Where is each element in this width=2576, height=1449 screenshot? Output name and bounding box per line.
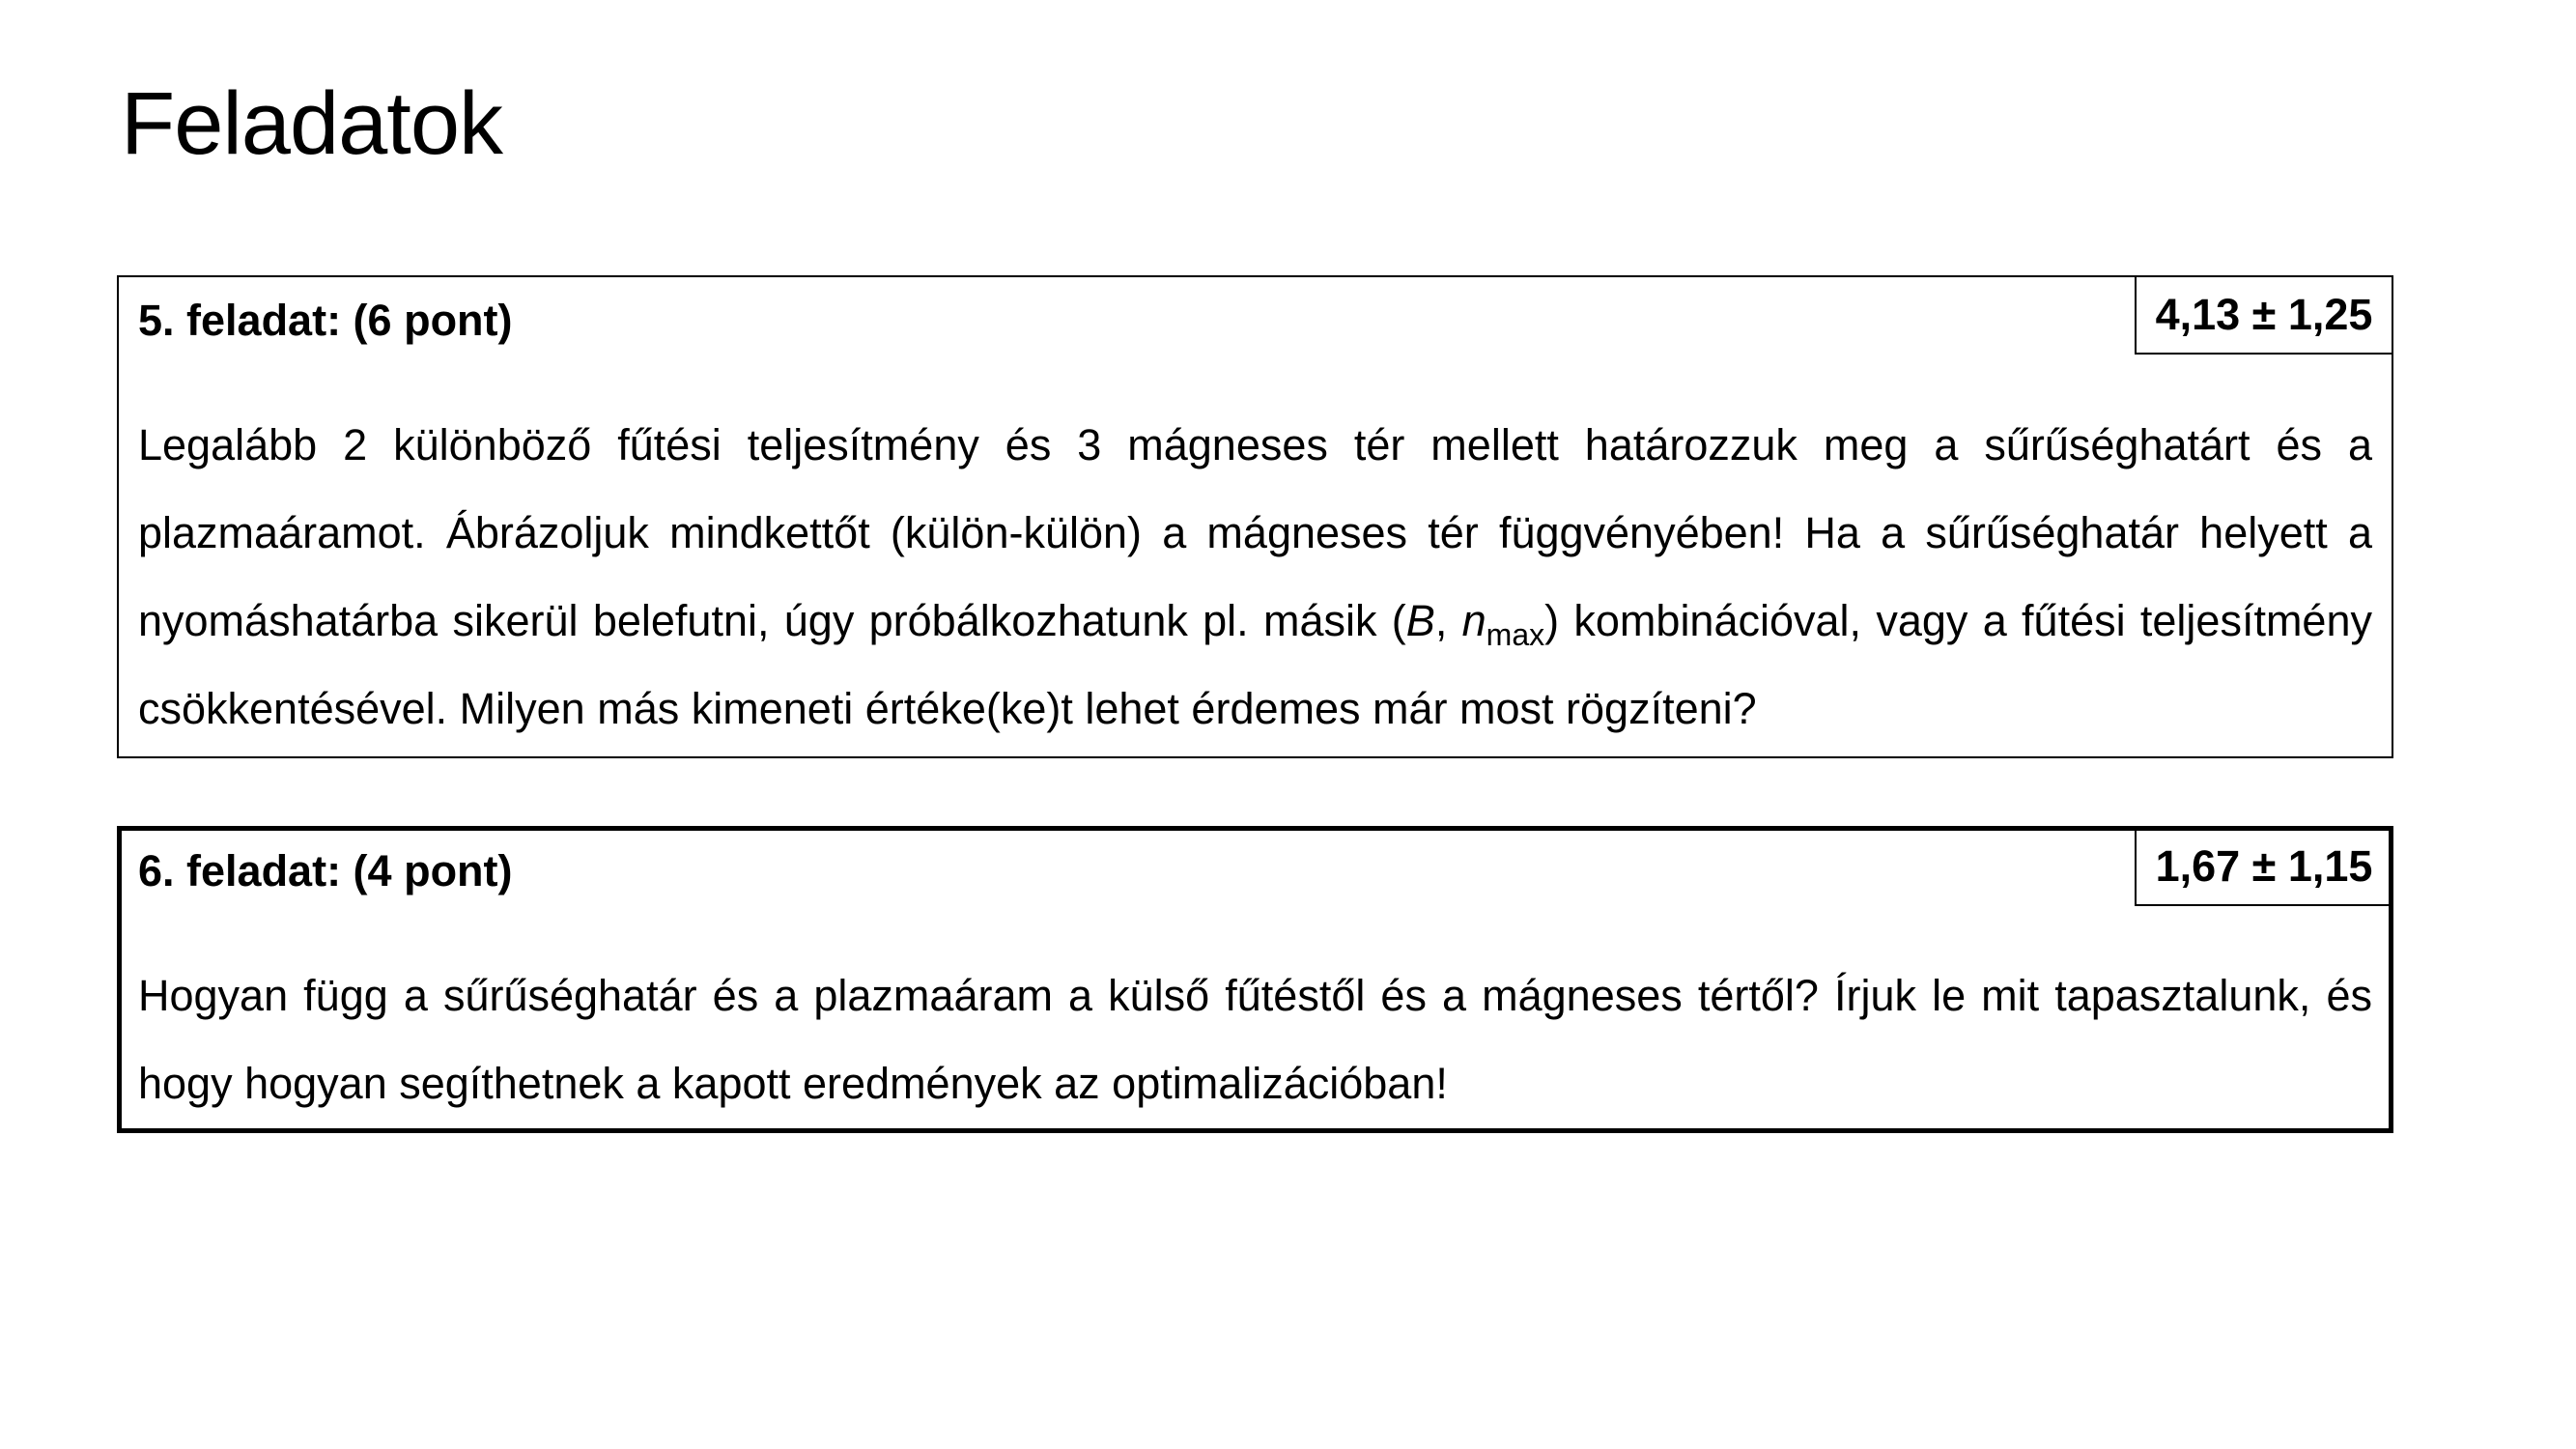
task-5-text-part1: Legalább 2 különböző fűtési teljesítmény és 3 mágneses tér mellett határozzuk meg a sűrűséghatárt és a plazmaáramot. Ábrázoljuk mindkettőt (külön-külön) a mágneses tér függvényében! Ha a sűrűséghatár helyett a nyomáshatárba sikerül belefutni, úgy próbálkozhatunk pl. másik ( [138, 420, 2372, 645]
task-5-text [138, 401, 2372, 753]
var-n: n [1461, 596, 1486, 645]
var-separator: , [1434, 596, 1462, 645]
var-b: B [1405, 596, 1435, 645]
task-5-header: 5. feladat: (6 pont) [138, 296, 513, 345]
task-5-box [117, 275, 2393, 758]
task-5-text-part2: ) kombinációval, vagy a fűtési teljesítmény csökkentésével. Milyen más kimeneti értéke(ke)t lehet érdemes már most rögzíteni? [138, 596, 2372, 733]
task-6-box [117, 826, 2393, 1133]
task-6-header: 6. feladat: (4 pont) [138, 846, 513, 895]
task-5-score: 4,13 ± 1,25 [2135, 275, 2393, 355]
subscript-max: max [1486, 617, 1545, 652]
page-title: Feladatok [121, 74, 503, 173]
task-6-text: Hogyan függ a sűrűséghatár és a plazmaáram a külső fűtéstől és a mágneses tértől? Írjuk le mit tapasztalunk, és hogy hogyan segíthetnek a kapott eredmények az optimalizációban! [138, 971, 2372, 1108]
task-6-score: 1,67 ± 1,15 [2135, 826, 2393, 906]
